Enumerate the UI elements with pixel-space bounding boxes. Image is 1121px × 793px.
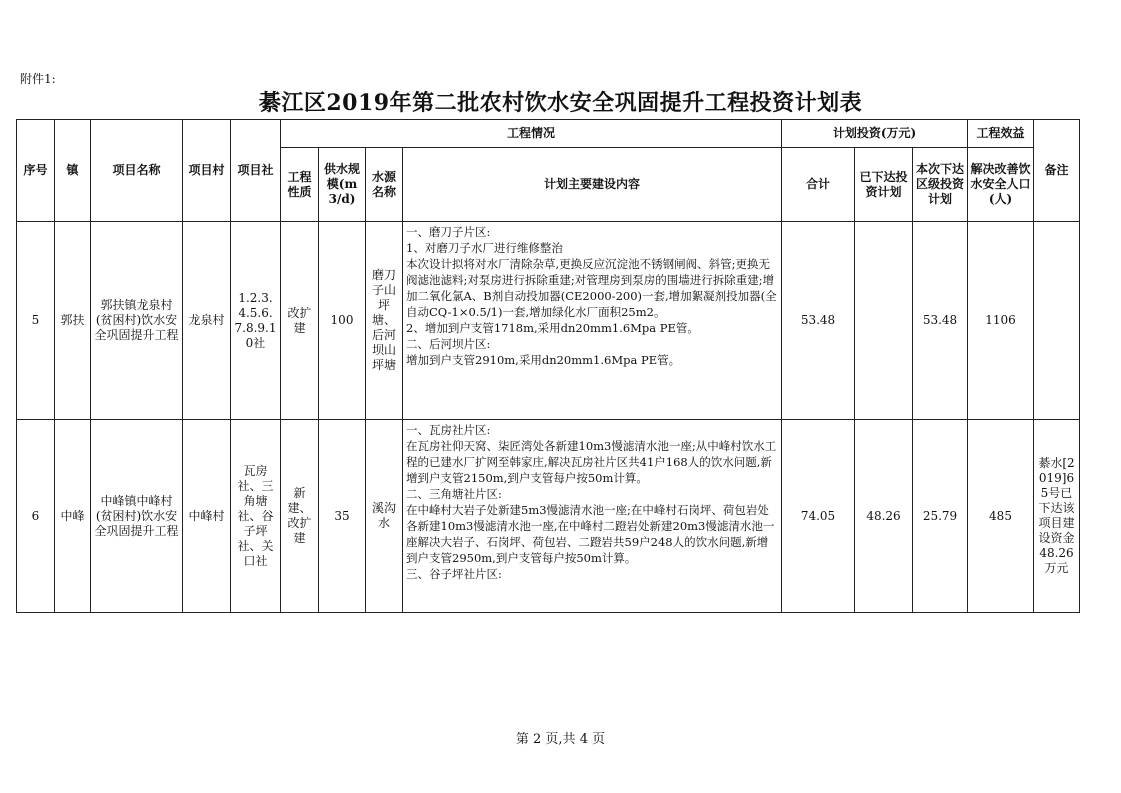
- cell-total: 53.48: [782, 222, 855, 420]
- header-seq: 序号: [17, 120, 55, 222]
- header-village: 项目村: [183, 120, 231, 222]
- cell-this-time: 53.48: [913, 222, 968, 420]
- cell-content: [403, 222, 782, 420]
- cell-issued: [855, 222, 913, 420]
- content-line: 二、三角塘社片区:: [406, 487, 502, 501]
- header-nature: 工程性质: [281, 148, 319, 222]
- header-project-name: 项目名称: [91, 120, 183, 222]
- content-line: 1、对磨刀子水厂进行维修整治: [406, 241, 563, 255]
- content-line: 二、后河坝片区:: [406, 337, 491, 351]
- cell-seq: 6: [17, 420, 55, 613]
- header-content: 计划主要建设内容: [403, 148, 782, 222]
- header-engineering-group: 工程情况: [281, 120, 782, 148]
- header-benefit-group: 工程效益: [968, 120, 1034, 148]
- content-line: 在中峰村大岩子处新建5m3慢滤清水池一座;在中峰村石岗坪、荷包岩处各新建10m3慢滤清水池一座,在中峰村二蹬岩处新建20m3慢滤清水池一座解决大岩子、石岗坪、荷包岩、二蹬岩共59户248人的饮水问题,新增到户支管2950m,到户支管每户按50m计算。: [406, 503, 775, 565]
- header-issued: 已下达投资计划: [855, 148, 913, 222]
- attachment-label: 附件1:: [20, 72, 56, 86]
- cell-seq: 5: [17, 222, 55, 420]
- header-total: 合计: [782, 148, 855, 222]
- header-investment-group: 计划投资(万元): [782, 120, 968, 148]
- cell-village: 龙泉村: [183, 222, 231, 420]
- header-town: 镇: [55, 120, 91, 222]
- content-line: 一、磨刀子片区:: [406, 225, 491, 239]
- content-line: 在瓦房社仰天窝、柒匠湾处各新建10m3慢滤清水池一座;从中峰村饮水工程的已建水厂扩网至韩家庄,解决瓦房社片区共41户168人的饮水问题,新增到户支管2150m,到户支管每户按50m计算。: [406, 439, 777, 485]
- header-community: 项目社: [231, 120, 281, 222]
- cell-source: 磨刀子山坪塘、后河坝山坪塘: [366, 222, 403, 420]
- header-population: 解决改善饮水安全人口(人): [968, 148, 1034, 222]
- content-line: 三、谷子坪社片区:: [406, 567, 502, 581]
- cell-village: 中峰村: [183, 420, 231, 613]
- header-remarks: 备注: [1034, 120, 1080, 222]
- content-line: 本次设计拟将对水厂清除杂草,更换反应沉淀池不锈钢闸阀、斜管;更换无阀滤池滤料;对泵房进行拆除重建;对管理房到泵房的围墙进行拆除重建;增加二氧化氯A、B剂自动投加器(CE2000-200)一套,增加絮凝剂投加器(全自动CQ-1×0.5/1)一套,增加绿化水厂面积25m2。: [406, 257, 777, 319]
- cell-remarks: 綦水[2019]65号已下达该项目建设资金48.26万元: [1034, 420, 1080, 613]
- cell-scale: 100: [319, 222, 366, 420]
- cell-content: [403, 420, 782, 613]
- cell-total: 74.05: [782, 420, 855, 613]
- header-scale: 供水规模(m3/d): [319, 148, 366, 222]
- cell-town: 郭扶: [55, 222, 91, 420]
- cell-nature: 新建、改扩建: [281, 420, 319, 613]
- cell-remarks: [1034, 222, 1080, 420]
- header-this-time: 本次下达区级投资计划: [913, 148, 968, 222]
- cell-nature: 改扩建: [281, 222, 319, 420]
- cell-issued: 48.26: [855, 420, 913, 613]
- cell-community: 瓦房社、三角塘社、谷子坪社、关口社: [231, 420, 281, 613]
- investment-plan-table: [16, 119, 1080, 613]
- document-title: 綦江区2019年第二批农村饮水安全巩固提升工程投资计划表: [258, 90, 863, 116]
- cell-source: 溪沟水: [366, 420, 403, 613]
- cell-scale: 35: [319, 420, 366, 613]
- content-line: 一、瓦房社片区:: [406, 423, 491, 437]
- table-row: [17, 222, 1080, 420]
- cell-project-name: 中峰镇中峰村(贫困村)饮水安全巩固提升工程: [91, 420, 183, 613]
- content-line: 增加到户支管2910m,采用dn20mm1.6Mpa PE管。: [406, 353, 681, 367]
- cell-population: 485: [968, 420, 1034, 613]
- page-number: 第 2 页,共 4 页: [515, 732, 606, 747]
- cell-community: 1.2.3.4.5.6.7.8.9.10社: [231, 222, 281, 420]
- cell-project-name: 郭扶镇龙泉村(贫困村)饮水安全巩固提升工程: [91, 222, 183, 420]
- content-line: 2、增加到户支管1718m,采用dn20mm1.6Mpa PE管。: [406, 321, 699, 335]
- cell-town: 中峰: [55, 420, 91, 613]
- cell-population: 1106: [968, 222, 1034, 420]
- table-row: [17, 420, 1080, 613]
- cell-this-time: 25.79: [913, 420, 968, 613]
- header-source: 水源名称: [366, 148, 403, 222]
